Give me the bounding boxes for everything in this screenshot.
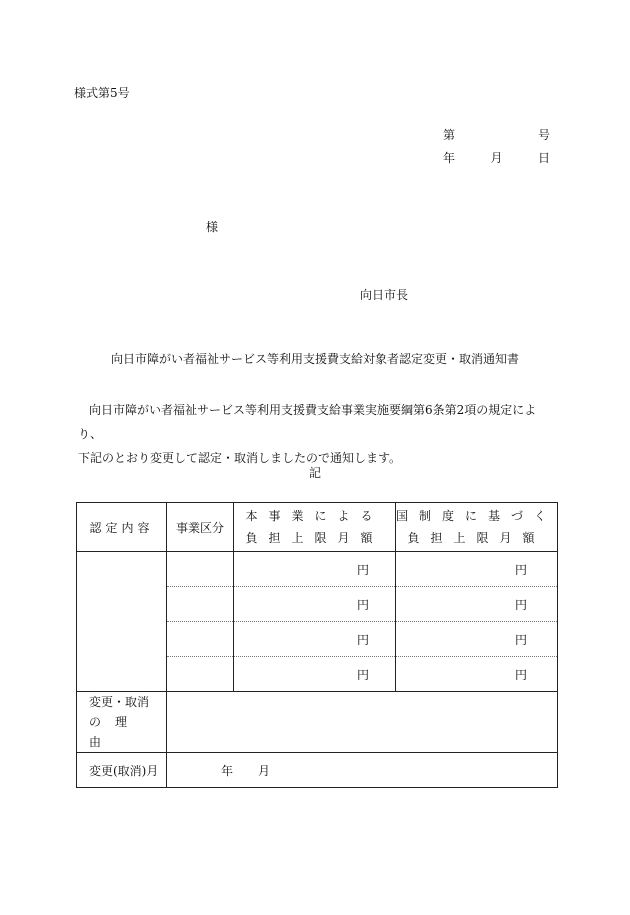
- body-text: [78, 398, 554, 470]
- own-amount-cell[interactable]: [234, 622, 396, 657]
- certification-table: [76, 502, 558, 788]
- doc-number-suffix: 号: [537, 128, 550, 142]
- form-number: 様式第5号: [74, 86, 130, 100]
- date-year: 年: [443, 151, 456, 165]
- yen-unit: 円: [356, 562, 369, 577]
- category-cell[interactable]: [167, 587, 234, 622]
- yen-unit: 円: [356, 667, 369, 682]
- yen-unit: 円: [356, 597, 369, 612]
- table-row: [77, 552, 558, 587]
- recipient-honorific: 様: [206, 220, 219, 234]
- doc-number-prefix: 第: [443, 128, 456, 142]
- content-cell[interactable]: [77, 552, 167, 692]
- reason-cell[interactable]: [167, 692, 558, 753]
- own-amount-cell[interactable]: [234, 587, 396, 622]
- national-amount-cell[interactable]: [396, 587, 558, 622]
- month-row: [77, 753, 558, 788]
- reason-row: [77, 692, 558, 753]
- yen-unit: 円: [356, 632, 369, 647]
- national-amount-cell[interactable]: [396, 657, 558, 692]
- header-national-limit: [396, 503, 558, 552]
- reason-label-line2: の理由: [89, 715, 142, 749]
- category-cell[interactable]: [167, 657, 234, 692]
- ki-mark: 記: [308, 466, 321, 480]
- table-header-row: [77, 503, 558, 552]
- date-month: 月: [490, 151, 503, 165]
- date-day: 日: [537, 151, 550, 165]
- header-own-line1: 本事業による: [245, 509, 384, 523]
- sender: 向日市長: [360, 288, 409, 302]
- body-line-1: 向日市障がい者福祉サービス等利用支援費支給事業実施要綱第6条第2項の規定により、: [78, 403, 537, 441]
- yen-unit: 円: [514, 667, 527, 682]
- body-line-2: 下記のとおり変更して認定・取消しましたので通知します。: [78, 451, 402, 465]
- header-own-limit: [234, 503, 396, 552]
- national-amount-cell[interactable]: [396, 552, 558, 587]
- national-amount-cell[interactable]: [396, 622, 558, 657]
- reason-label: [77, 692, 167, 753]
- month-cell[interactable]: [167, 753, 558, 788]
- header-nat-line1: 国制度に基づく: [396, 509, 558, 523]
- month-label: 変更(取消)月: [77, 753, 167, 788]
- yen-unit: 円: [514, 632, 527, 647]
- month-month: 月: [258, 763, 271, 778]
- issue-date: [443, 149, 550, 166]
- header-category: 事業区分: [167, 503, 234, 552]
- category-cell[interactable]: [167, 552, 234, 587]
- header-nat-line2: 負担上限月額: [407, 531, 546, 545]
- month-year: 年: [221, 763, 234, 778]
- header-own-line2: 負担上限月額: [245, 531, 384, 545]
- own-amount-cell[interactable]: [234, 657, 396, 692]
- own-amount-cell[interactable]: [234, 552, 396, 587]
- yen-unit: 円: [514, 597, 527, 612]
- header-content: 認定内容: [77, 503, 167, 552]
- document-number: [443, 126, 550, 143]
- document-title: 向日市障がい者福祉サービス等利用支援費支給対象者認定変更・取消通知書: [110, 352, 519, 366]
- category-cell[interactable]: [167, 622, 234, 657]
- yen-unit: 円: [514, 562, 527, 577]
- reason-label-line1: 変更・取消: [89, 695, 150, 709]
